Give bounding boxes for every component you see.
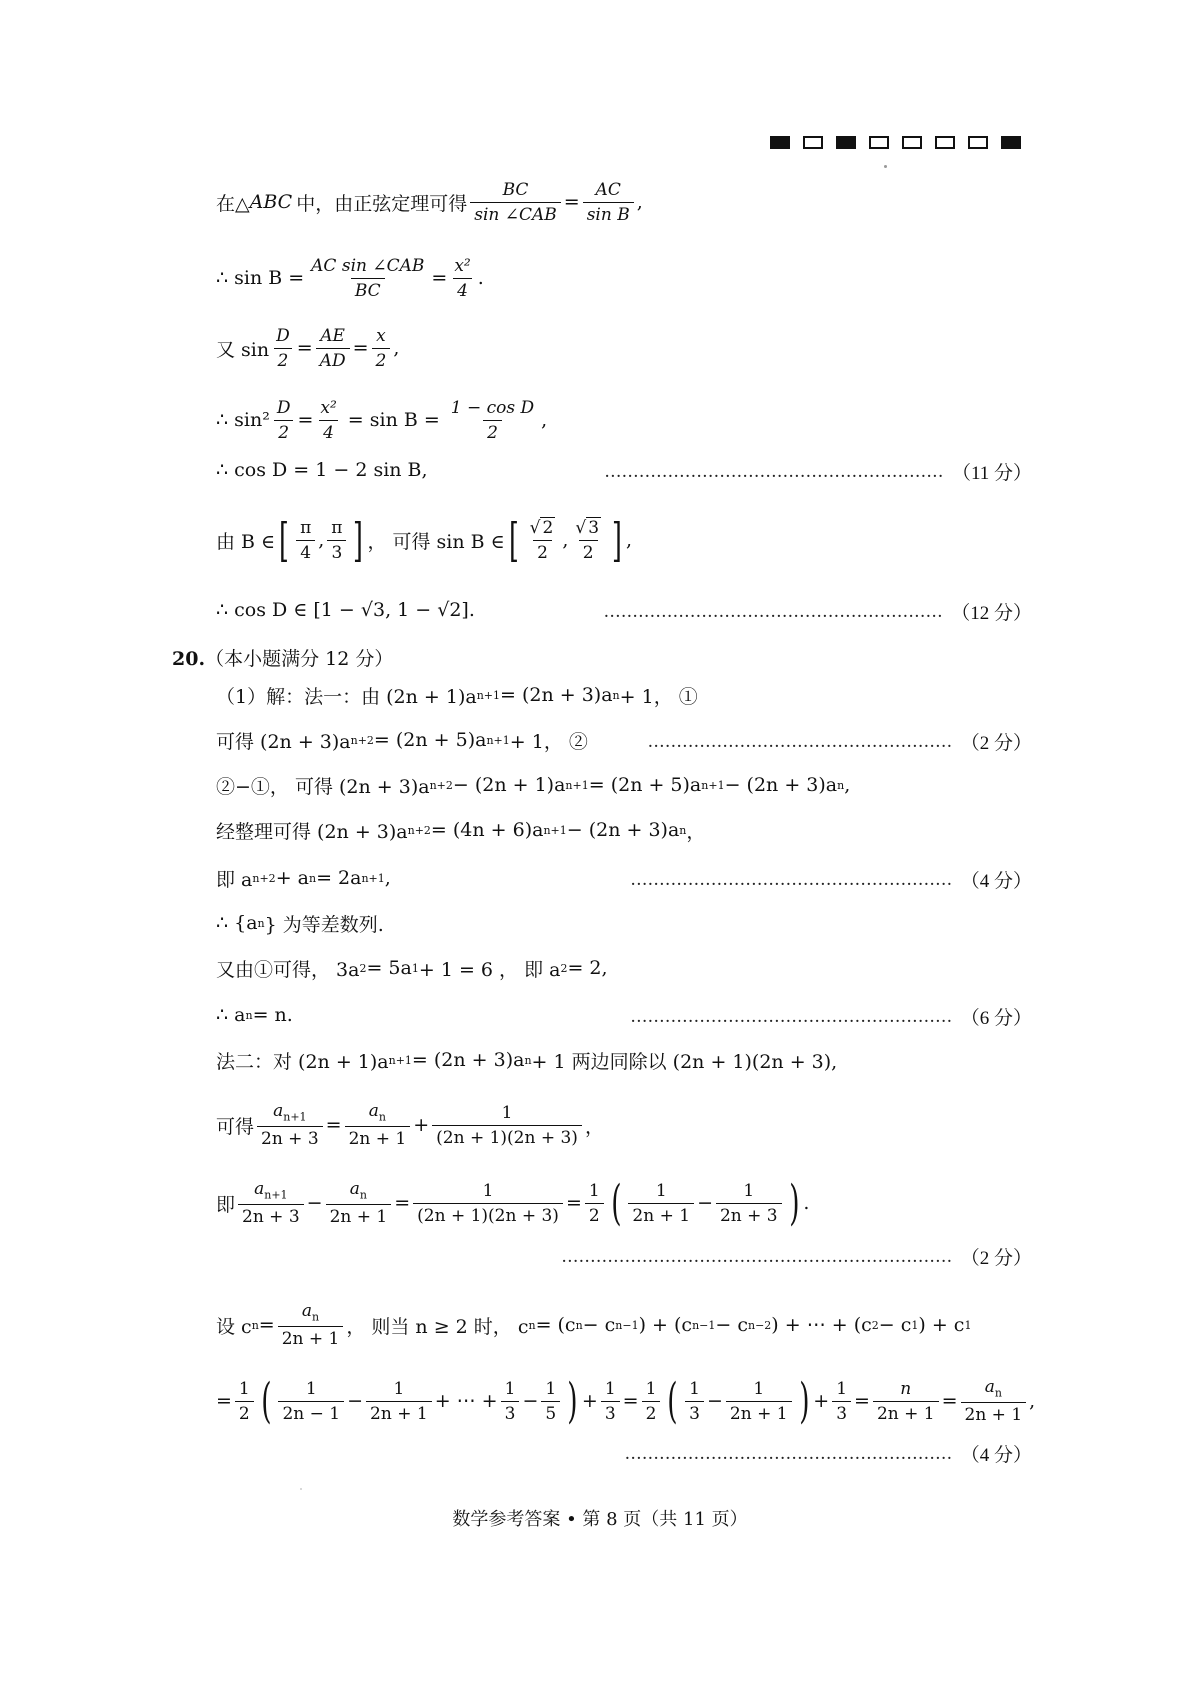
q20-p12: 设 c n = $\frac{a_n}{2n + 1}$ ， 则当 n ≥ 2 时， c n = (c n − c n−1 ) + (c n−1 − c n−2 ) + ⋯ + (c 2 − c 1 ) + c 1: [216, 1301, 972, 1349]
text: 由 B ∈: [216, 530, 276, 553]
score-label: （12 分）: [951, 603, 1032, 624]
fraction: $\frac{AE}{AD}$: [316, 326, 350, 371]
fraction: $\frac{1}{(2n + 1)(2n + 3)}$: [432, 1103, 582, 1148]
score-label: （11 分）: [951, 463, 1032, 484]
fraction: $\frac{\pi}{3}$: [327, 518, 346, 563]
text: ， 可得 sin B ∈: [367, 530, 505, 553]
mark-square: [968, 136, 988, 149]
fraction: $\frac{a_n}{2n + 1}$: [326, 1179, 392, 1226]
score-label: （6 分）: [960, 1008, 1032, 1029]
fraction: $\frac{x}{2}$: [372, 326, 391, 371]
fraction: $\frac{n}{2n + 1}$: [873, 1379, 939, 1424]
fraction: $\frac{1}{2n + 1}$: [628, 1181, 694, 1226]
eq-sinB: ∴ sin B = $\frac{\text{AC sin ∠CAB}}{BC}$ = $\frac{\text{x²}}{4}$ .: [216, 255, 484, 301]
text: ∴ sin²: [216, 409, 270, 431]
fraction: $\frac{\text{AC sin ∠CAB}}{BC}$: [311, 255, 425, 301]
mark-square: [803, 136, 823, 149]
fraction: $\frac{a_n}{2n + 1}$: [961, 1377, 1027, 1424]
mark-square: [935, 136, 955, 149]
q20-p5: 即 a n+2 + a n = 2a n+1 ,: [216, 867, 391, 891]
score-leader: ..................................................... （2 分）: [648, 728, 1032, 755]
score-leader: ........................................................... （12 分）: [604, 598, 1032, 625]
score-label: （4 分）: [960, 1445, 1032, 1466]
q20-p13: = $\frac{1}{2}$ ( $\frac{1}{2n - 1}$ − $\frac{1}{2n + 1}$ + ⋯ + $\frac{1}{3}$ − $\frac{1}{5}$ ) + $\frac{1}{3}$ = $\frac{1}{2}$ ( $\frac{1}{3}$ − $\frac{1}{2n + 1}$ ) + $\frac{1}{3}$ = $\frac{n}{2n + 1}$ = $\frac{a_n}{2n + 1}$ ,: [216, 1373, 1036, 1429]
fraction: $\frac{D}{2}$: [273, 398, 295, 443]
score-label: （2 分）: [960, 733, 1032, 754]
q20-p11: 即 $\frac{a_{n+1}}{2n + 3}$ − $\frac{a_n}{2n + 1}$ = $\frac{1}{(2n + 1)(2n + 3)}$ = $\frac{1}{2}$ ( $\frac{1}{2n + 1}$ − $\frac{1}{2n + 3}$ ) .: [216, 1175, 810, 1231]
mark-square: [902, 136, 922, 149]
q20-p2: 可得 (2n + 3)a n+2 = (2n + 5)a n+1 + 1， ②: [216, 729, 588, 753]
text: ∴ cos D = 1 − 2 sin B,: [216, 459, 428, 481]
fraction: $\frac{a_n}{2n + 1}$: [345, 1101, 411, 1148]
fraction: $\frac{AC}{\text{sin B}}$: [583, 180, 634, 225]
q20-p7: 又由①可得， 3a 2 = 5a 1 + 1 = 6 ， 即 a 2 = 2,: [216, 957, 608, 981]
score-leader: .................................................................... （2 分）: [562, 1243, 1032, 1270]
fraction: $\frac{1}{(2n + 1)(2n + 3)}$: [413, 1181, 563, 1226]
q20-p6: ∴ {a n } 为等差数列.: [216, 912, 384, 936]
eq-sin-squared: ∴ sin² $\frac{D}{2}$ = $\frac{\text{x²}}{4}$ = sin B = $\frac{\text{1 − cos D}}{2}$ ,: [216, 397, 548, 443]
q20-p4: 经整理可得 (2n + 3)a n+2 = (4n + 6)a n+1 − (2n + 3)a n ，: [216, 819, 706, 843]
q20-p8: ∴ a n = n.: [216, 1004, 293, 1026]
score-label: （2 分）: [960, 1248, 1032, 1269]
eq-sine-law: 在△ ABC 中，由正弦定理可得 $\frac{BC}{\text{sin ∠CAB}}$ = $\frac{AC}{\text{sin B}}$ ,: [216, 179, 643, 225]
fraction: $\frac{1}{2}$: [235, 1379, 254, 1424]
fraction: $\frac{1}{2n + 1}$: [726, 1379, 792, 1424]
fraction: $\frac{1}{2}$: [585, 1181, 604, 1226]
eq-sin-half-D: 又 sin $\frac{D}{2}$ = $\frac{AE}{AD}$ = $\frac{x}{2}$ ,: [216, 325, 400, 371]
fraction: √ 2 2: [529, 518, 554, 563]
mark-square: [770, 136, 790, 149]
fraction: $\frac{a_{n+1}}{2n + 3}$: [238, 1179, 304, 1226]
fraction: $\frac{BC}{\text{sin ∠CAB}}$: [470, 180, 561, 225]
speck: [300, 1488, 302, 1490]
text: 中，由正弦定理可得: [296, 192, 468, 215]
fraction: √ 3 2: [575, 518, 600, 563]
mark-square: [869, 136, 889, 149]
triangle-name: ABC: [249, 191, 293, 213]
score-leader: ........................................................ （6 分）: [631, 1003, 1032, 1030]
fraction: $\frac{1}{2}$: [642, 1379, 661, 1424]
q20-p1: （1）解：法一：由 (2n + 1)a n+1 = (2n + 3)a n + 1， ①: [216, 684, 698, 708]
fraction: $\frac{1}{2n + 3}$: [716, 1181, 782, 1226]
score-leader: ......................................................... （4 分）: [625, 1440, 1032, 1467]
fraction: $\frac{1}{3}$: [601, 1379, 620, 1424]
fraction: $\frac{\text{x²}}{4}$: [320, 397, 337, 443]
mark-square: [836, 136, 856, 149]
fraction: $\frac{\text{1 − cos D}}{2}$: [450, 397, 535, 443]
page-footer: 数学参考答案 • 第 8 页（共 11 页）: [452, 1509, 748, 1530]
q20-p9: 法二：对 (2n + 1)a n+1 = (2n + 3)a n + 1 两边同除以 (2n + 1)(2n + 3),: [216, 1049, 838, 1073]
text: ∴ sin B =: [216, 267, 305, 289]
text: = sin B =: [347, 409, 440, 431]
mark-square: [1001, 136, 1021, 149]
fraction: $\frac{a_{n+1}}{2n + 3}$: [257, 1101, 323, 1148]
score-leader: ........................................................ （4 分）: [631, 866, 1032, 893]
q20-p3: ②−①， 可得 (2n + 3)a n+2 − (2n + 1)a n+1 = (2n + 5)a n+1 − (2n + 3)a n ,: [216, 774, 851, 798]
q20-p10: 可得 $\frac{a_{n+1}}{2n + 3}$ = $\frac{a_n}{2n + 1}$ + $\frac{1}{(2n + 1)(2n + 3)}$ ，: [216, 1101, 604, 1149]
fraction: $\frac{1}{3}$: [832, 1379, 851, 1424]
fraction: $\frac{\pi}{4}$: [296, 518, 315, 563]
fraction: $\frac{\text{x²}}{4}$: [454, 255, 471, 301]
fraction: $\frac{1}{3}$: [501, 1379, 520, 1424]
text: 在△: [216, 192, 250, 215]
fraction: $\frac{1}{3}$: [685, 1379, 704, 1424]
fraction: $\frac{1}{5}$: [541, 1379, 560, 1424]
speck: [884, 165, 887, 168]
text: ∴ cos D ∈ [1 − √3, 1 − √2].: [216, 599, 475, 621]
eq-range-B: 由 B ∈ [ $\frac{\pi}{4}$ , $\frac{\pi}{3}$ ] ， 可得 sin B ∈ [ √ 2 2 , √ 3 2 ] ,: [216, 513, 633, 567]
fraction: $\frac{a_n}{2n + 1}$: [278, 1301, 344, 1348]
fraction: $\frac{1}{2n - 1}$: [278, 1379, 344, 1424]
header-marks: [770, 136, 1021, 149]
score-leader: ........................................................... （11 分）: [605, 458, 1032, 485]
score-label: （4 分）: [960, 871, 1032, 892]
fraction: $\frac{D}{2}$: [272, 326, 294, 371]
question-title: （本小题满分 12 分）: [205, 648, 394, 670]
text: 又 sin: [216, 338, 270, 361]
fraction: $\frac{1}{2n + 1}$: [366, 1379, 432, 1424]
question-number: 20.（本小题满分 12 分）: [172, 648, 394, 670]
